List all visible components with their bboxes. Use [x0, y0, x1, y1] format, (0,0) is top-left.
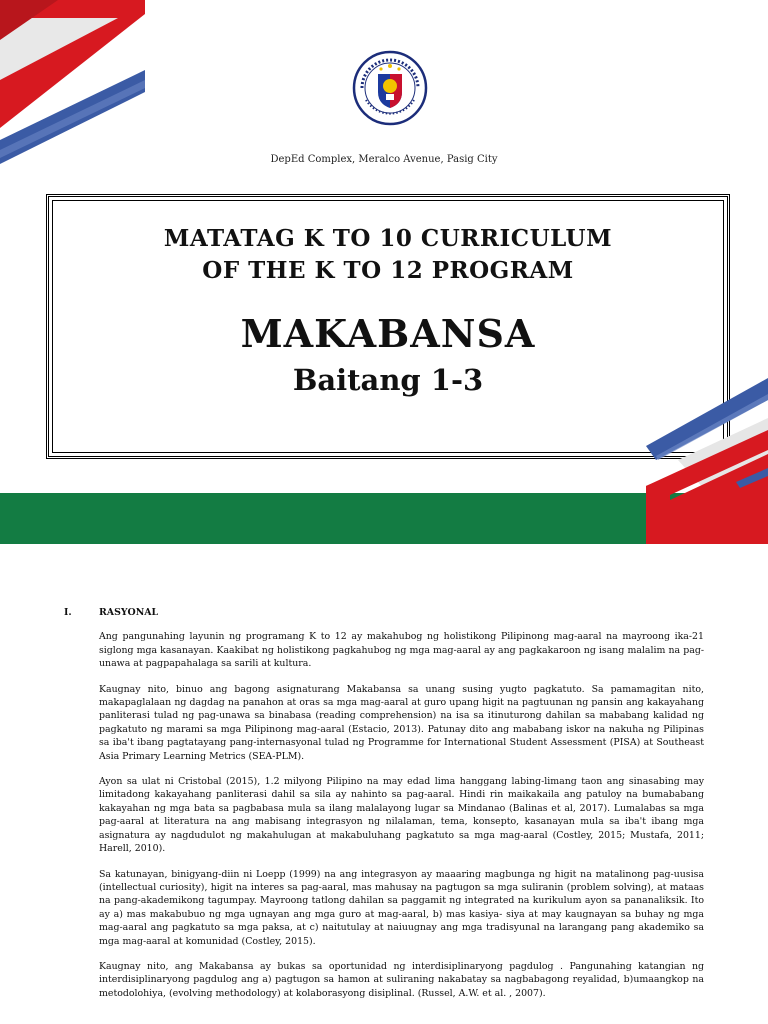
- paragraph: Ayon sa ulat ni Cristobal (2015), 1.2 milyong Pilipino na may edad lima hanggang labing-limang taon ang sinasabing may limitadong kakayahang panliterasi dahil sa sila ay nahinto sa pag-aaral. Hindi rin maikakaila ang patuloy na bumababang kakayahan ng mga bata sa pagbabasa mula sa ilang malalayong lugar sa Mindanao (Balinas et al, 2017). Lumalabas sa mga pag-aaral at literatura na ang mabisang integrasyon ng nilalaman, tema, konsepto, kasanayan mula sa iba't ibang mga asignatura ay nagdudulot ng makahulugan at makabuluhang pagkatuto sa mga mag-aaral (Costley, 2015; Mustafa, 2011; Harell, 2010).: [99, 776, 704, 855]
- subject-title: MAKABANSA: [240, 311, 536, 356]
- curriculum-title-line2: OF THE K TO 12 PROGRAM: [202, 257, 574, 284]
- deped-seal-logo: [352, 50, 428, 126]
- paragraph: Ang pangunahing layunin ng programang K to 12 ay makahubog ng holistikong Pilipinong mag-aaral na mayroong ika-21 siglong mga kasanayan. Kaakibat ng holistikong pagkahubog ng mga mag-aaral ay ang pagkakaroon ng isang malalim na pag- unawa at pagpapahalaga sa sarili at kultura.: [99, 631, 704, 670]
- curriculum-title-line1: MATATAG K TO 10 CURRICULUM: [163, 225, 613, 252]
- paragraph: Sa katunayan, binigyang-diin ni Loepp (1999) na ang integrasyon ay maaaring magbunga ng higit na matalinong pag-uusisa (intellectual curiosity), higit na interes sa pag-aaral, mas mahusay na pagtugon sa mga suliranin (problem solving), at mataas na pang-akademikong tagumpay. Mayroong tatlong dahilan sa paggamit ng integrated na kurikulum ayon sa pananaliksik. Ito ay a) mas makabubuo ng mga ugnayan ang mga guro at mag-aaral, b) mas kasiya- siya at may kaugnayan sa buhay ng mga mag-aaral ang pagkatuto sa mga paksa, at c) naitutulay at naiuugnay ang mga tradisyunal na larangang pang akademiko sa mga mag-aaral at komunidad (Costley, 2015).: [99, 868, 704, 947]
- paragraph: Kaugnay nito, binuo ang bagong asignaturang Makabansa sa unang susing yugto pagkatuto. Sa pamamagitan nito, makapaglalaan ng dagdag na panahon at oras sa mga mag-aaral at guro upang higit na pagtuunan ng pansin ang kakayahang panliterasi tulad ng pag-unawa sa binabasa (reading comprehension) na isa sa itinuturong dahilan sa mababang kalidad ng pagkatuto ng marami sa mga Pilipinong mag-aaral (Estacio, 2013). Patunay dito ang mababang iskor na nakuha ng Pilipinas sa iba't ibang pagtatayang pang-internasyonal tulad ng Programme for International Student Assessment (PISA) at Southeast Asia Primary Learning Metrics (SEA-PLM).: [99, 683, 704, 762]
- section-number: I.: [64, 607, 72, 618]
- top-left-ribbon-decoration: [0, 0, 150, 170]
- right-ribbon-decoration: [640, 378, 768, 544]
- grade-level: Baitang 1-3: [292, 363, 484, 397]
- title-box: [46, 194, 730, 459]
- section-title: RASYONAL: [99, 607, 159, 618]
- rationale-section: [64, 606, 704, 1012]
- paragraph: Kaugnay nito, ang Makabansa ay bukas sa oportunidad ng interdisiplinaryong pagdulog . Pangunahing katangian ng interdisiplinaryong pagdulog ang a) pagtugon sa hamon at suliraning nakabatay sa nagbabagong reyalidad, b)umaangkop na metodolohiya, (evolving methodology) at kolaborasyong disiplinal. (Russel, A.W. et al. , 2007).: [99, 960, 704, 999]
- office-address: DepEd Complex, Meralco Avenue, Pasig City: [270, 154, 498, 165]
- section-heading: [64, 606, 704, 619]
